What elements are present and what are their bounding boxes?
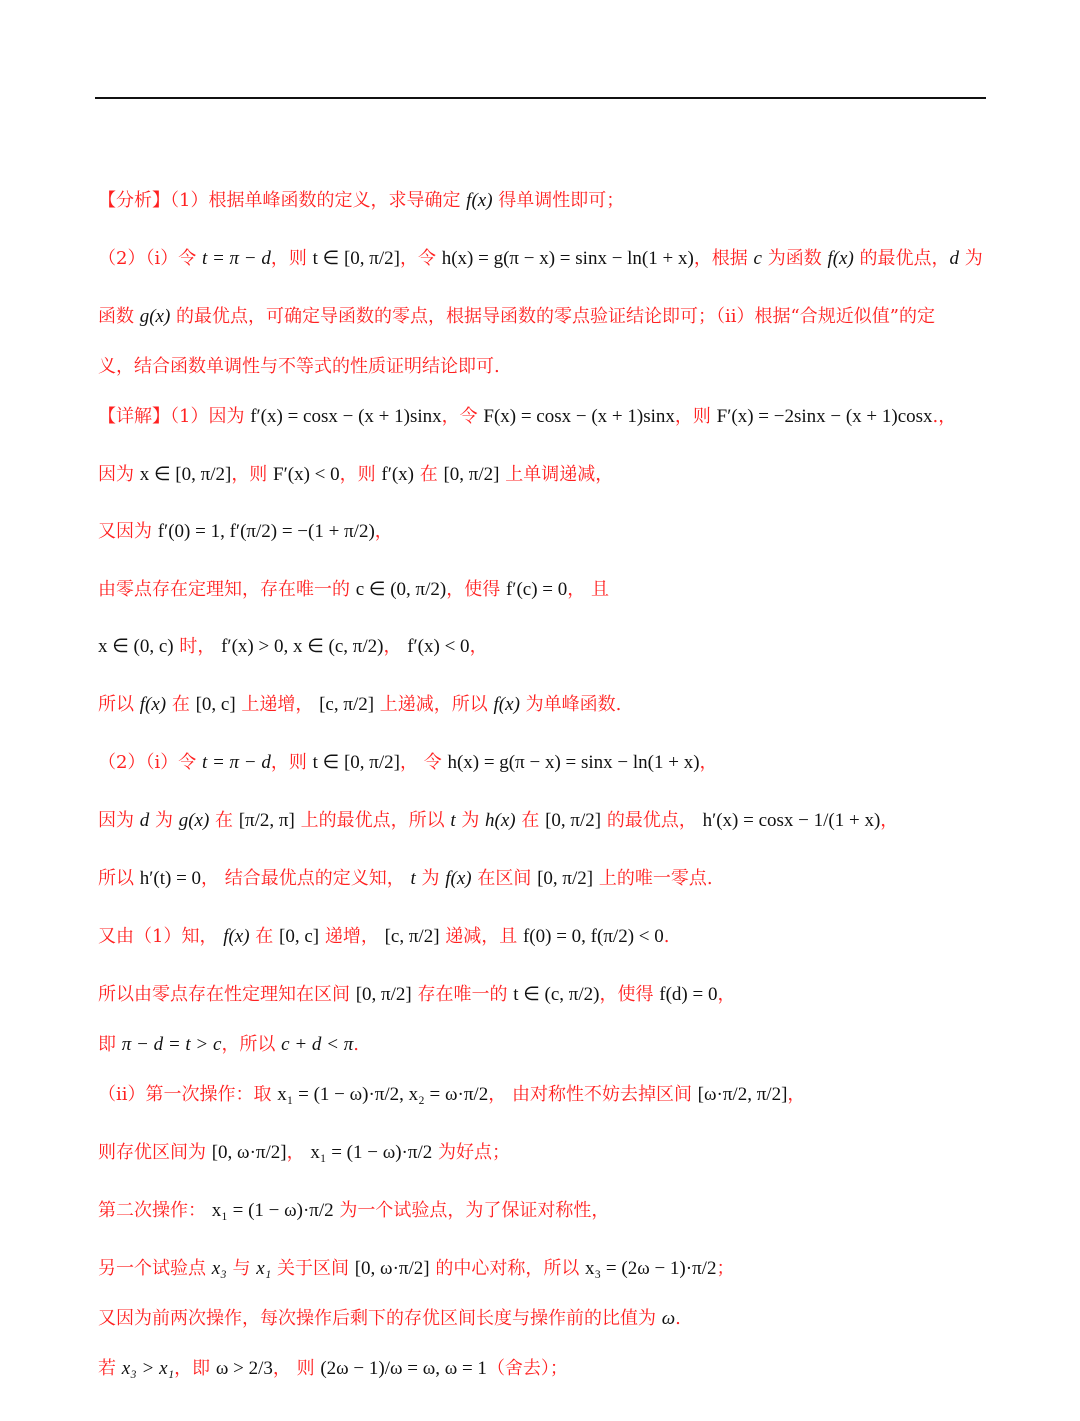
text-run: 与 — [226, 1258, 257, 1279]
math-run: h(x) — [485, 810, 516, 831]
math-run: ω > 2/3 — [215, 1358, 273, 1379]
text-run: ， — [469, 636, 488, 657]
text-run: 为 — [455, 810, 486, 831]
text-run: 上的唯一零点. — [593, 868, 713, 889]
text-run: 即 — [98, 1034, 122, 1055]
text-line — [98, 1354, 568, 1384]
text-run: 在 — [249, 926, 280, 947]
text-run: 在 — [515, 810, 546, 831]
math-run: [0, c] — [279, 926, 320, 947]
text-line — [98, 1196, 609, 1226]
math-run: f(x) — [223, 926, 250, 947]
text-run: ， — [286, 1142, 311, 1163]
text-run: 因为 — [98, 810, 140, 831]
text-run: （ii）第一次操作：取 — [98, 1084, 278, 1105]
text-line — [98, 922, 669, 952]
math-run: c + d < π — [281, 1034, 354, 1055]
text-run: 又因为 — [98, 521, 158, 542]
math-run: [c, π/2] — [384, 926, 440, 947]
text-line — [98, 1138, 510, 1168]
text-line — [98, 1030, 359, 1060]
text-run: ， — [880, 810, 899, 831]
math-run: f(x) — [493, 694, 520, 715]
text-run: ，则 — [339, 464, 382, 485]
math-run: [0, π/2] — [545, 810, 602, 831]
text-run: 得单调性即可； — [492, 190, 625, 211]
math-run: h′(x) = cosx − 1/(1 + x) — [702, 810, 881, 831]
text-line — [98, 806, 898, 836]
math-run: t ∈ [0, π/2] — [312, 752, 400, 773]
math-run: c — [753, 248, 762, 269]
text-run: 存在唯一的 — [411, 984, 514, 1005]
math-run: x₃ = (2ω − 1)·π/2 — [585, 1258, 717, 1279]
text-run: 时， — [173, 636, 222, 657]
text-run: 又由（1）知， — [98, 926, 224, 947]
text-run: （2）（i）令 — [98, 248, 202, 269]
text-run: . — [675, 1308, 681, 1329]
math-run: F′(x) < 0 — [273, 464, 340, 485]
text-line — [98, 575, 609, 605]
text-run: ，令 — [399, 248, 442, 269]
text-line — [98, 1304, 681, 1334]
math-run: (2ω − 1)/ω = ω, ω = 1 — [320, 1358, 487, 1379]
text-line — [98, 402, 956, 432]
math-run: f(x) — [827, 248, 854, 269]
math-run: t ∈ [0, π/2] — [312, 248, 400, 269]
text-line — [98, 302, 935, 332]
text-run: ，则 — [270, 248, 313, 269]
text-line — [98, 517, 393, 547]
math-run: f(x) — [139, 694, 167, 715]
math-run: [0, π/2] — [537, 868, 594, 889]
text-run: 递增， — [319, 926, 385, 947]
text-run: ， — [699, 752, 718, 773]
math-run: [0, π/2] — [355, 984, 412, 1005]
math-run: t ∈ (c, π/2) — [513, 984, 600, 1005]
text-run: 【分析】（1）根据单峰函数的定义，求导确定 — [98, 190, 467, 211]
text-run: ， — [787, 1084, 806, 1105]
math-run: π − d = t > c — [121, 1034, 222, 1055]
math-run: [π/2, π] — [238, 810, 295, 831]
text-run: .， — [932, 406, 957, 427]
math-run: x ∈ (0, c) — [98, 636, 174, 657]
text-run: 在 — [166, 694, 196, 715]
text-run: ，则 — [674, 406, 717, 427]
text-run: ，根据 — [693, 248, 754, 269]
text-run: ， 则 — [272, 1358, 321, 1379]
math-run: h(x) = g(π − x) = sinx − ln(1 + x) — [441, 248, 694, 269]
text-line — [98, 186, 624, 216]
math-run: g(x) — [139, 306, 171, 327]
math-run: f(d) = 0 — [659, 984, 718, 1005]
text-run: 由零点存在定理知，存在唯一的 — [98, 579, 356, 600]
text-run: ， 结合最优点的定义知， — [201, 868, 411, 889]
text-run: 为单峰函数. — [519, 694, 622, 715]
text-run: 为好点； — [432, 1142, 510, 1163]
text-run: 另一个试验点 — [98, 1258, 212, 1279]
math-run: t — [410, 868, 416, 889]
text-line — [98, 864, 713, 894]
text-run: ， — [717, 984, 736, 1005]
math-run: x₃ — [211, 1258, 227, 1279]
text-run: 的最优点， — [601, 810, 703, 831]
text-run: ，所以 — [221, 1034, 282, 1055]
math-run: [0, ω·π/2] — [354, 1258, 430, 1279]
text-run: ，则 — [231, 464, 274, 485]
text-run: 第二次操作： — [98, 1200, 212, 1221]
text-line — [98, 352, 500, 382]
text-run: 递减，且 — [439, 926, 523, 947]
math-run: F(x) = cosx − (x + 1)sinx — [483, 406, 675, 427]
math-run: t = π − d — [201, 248, 271, 269]
math-run: f′(x) > 0, x ∈ (c, π/2) — [221, 636, 384, 657]
math-run: f(x) — [445, 868, 472, 889]
text-run: ， — [383, 636, 408, 657]
text-run: ，则 — [270, 752, 313, 773]
math-run: h′(t) = 0 — [139, 868, 202, 889]
text-run: 所以 — [98, 868, 140, 889]
math-run: h(x) = g(π − x) = sinx − ln(1 + x) — [447, 752, 700, 773]
math-run: x₃ > x₁ — [121, 1358, 175, 1379]
text-run: 则存优区间为 — [98, 1142, 212, 1163]
text-run: 在 — [209, 810, 239, 831]
text-run: 上单调递减， — [499, 464, 614, 485]
text-line — [98, 460, 613, 490]
math-run: d — [949, 248, 960, 269]
math-run: x₁ = (1 − ω)·π/2 — [211, 1200, 334, 1221]
text-run: 为一个试验点，为了保证对称性， — [333, 1200, 610, 1221]
math-run: f(0) = 0, f(π/2) < 0 — [522, 926, 664, 947]
text-run: 义，结合函数单调性与不等式的性质证明结论即可. — [98, 356, 500, 377]
math-run: [0, ω·π/2] — [211, 1142, 287, 1163]
text-run: （舍去）； — [486, 1358, 568, 1379]
text-run: 为函数 — [761, 248, 828, 269]
math-run: ω — [661, 1308, 676, 1329]
math-run: x₁ = (1 − ω)·π/2 — [310, 1142, 433, 1163]
text-line — [98, 980, 735, 1010]
header-rule — [95, 97, 986, 99]
math-run: f(x) — [466, 190, 493, 211]
math-run: c ∈ (0, π/2) — [355, 579, 447, 600]
text-run: 【详解】（1）因为 — [98, 406, 251, 427]
text-run: 关于区间 — [271, 1258, 355, 1279]
math-run: [ω·π/2, π/2] — [697, 1084, 788, 1105]
text-run: 上递减，所以 — [374, 694, 494, 715]
text-run: 的最优点， — [853, 248, 950, 269]
math-run: F′(x) = −2sinx − (x + 1)cosx — [716, 406, 933, 427]
text-run: 为 — [959, 248, 983, 269]
text-run: ， — [374, 521, 393, 542]
text-run: 上的最优点，所以 — [294, 810, 451, 831]
math-run: x₁ = (1 − ω)·π/2, x₂ = ω·π/2 — [277, 1084, 489, 1105]
math-run: f′(x) = cosx − (x + 1)sinx — [250, 406, 442, 427]
text-run: 在 — [414, 464, 444, 485]
text-run: 因为 — [98, 464, 140, 485]
math-run: x₁ — [256, 1258, 272, 1279]
text-line — [98, 690, 621, 720]
text-run: 为 — [149, 810, 179, 831]
text-run: 为 — [415, 868, 446, 889]
text-run: 又因为前两次操作，每次操作后剩下的存优区间长度与操作前的比值为 — [98, 1308, 662, 1329]
text-run: ，使得 — [446, 579, 506, 600]
text-run: 的中心对称，所以 — [429, 1258, 586, 1279]
math-run: g(x) — [178, 810, 210, 831]
math-run: [0, c] — [195, 694, 236, 715]
text-line — [98, 632, 488, 662]
text-run: 若 — [98, 1358, 122, 1379]
math-run: [0, π/2] — [443, 464, 500, 485]
text-run: ， 由对称性不妨去掉区间 — [488, 1084, 698, 1105]
text-run: 上递增， — [235, 694, 320, 715]
math-run: x ∈ [0, π/2] — [139, 464, 232, 485]
text-run: ，令 — [441, 406, 484, 427]
math-run: [c, π/2] — [319, 694, 375, 715]
text-run: 在区间 — [471, 868, 538, 889]
text-run: . — [353, 1034, 360, 1055]
text-run: 所以 — [98, 694, 140, 715]
text-run: 函数 — [98, 306, 140, 327]
math-run: f′(x) — [381, 464, 415, 485]
text-line — [98, 1080, 805, 1110]
text-run: 所以由零点存在性定理知在区间 — [98, 984, 356, 1005]
text-run: ，即 — [174, 1358, 216, 1379]
text-run: ，使得 — [599, 984, 660, 1005]
text-run: ， 且 — [567, 579, 610, 600]
text-line — [98, 244, 983, 274]
math-run: t — [450, 810, 456, 831]
text-run: ； — [716, 1258, 735, 1279]
math-run: f′(x) < 0 — [407, 636, 470, 657]
text-run: . — [663, 926, 670, 947]
text-run: ， 令 — [399, 752, 448, 773]
text-run: （2）（i）令 — [98, 752, 202, 773]
text-line — [98, 1254, 734, 1284]
text-line — [98, 748, 718, 778]
math-run: d — [139, 810, 150, 831]
math-run: f′(0) = 1, f′(π/2) = −(1 + π/2) — [157, 521, 375, 542]
text-run: 的最优点，可确定导函数的零点，根据导函数的零点验证结论即可；（ii）根据“合规近似值”的定 — [170, 306, 935, 327]
math-run: f′(c) = 0 — [505, 579, 568, 600]
math-run: t = π − d — [201, 752, 271, 773]
